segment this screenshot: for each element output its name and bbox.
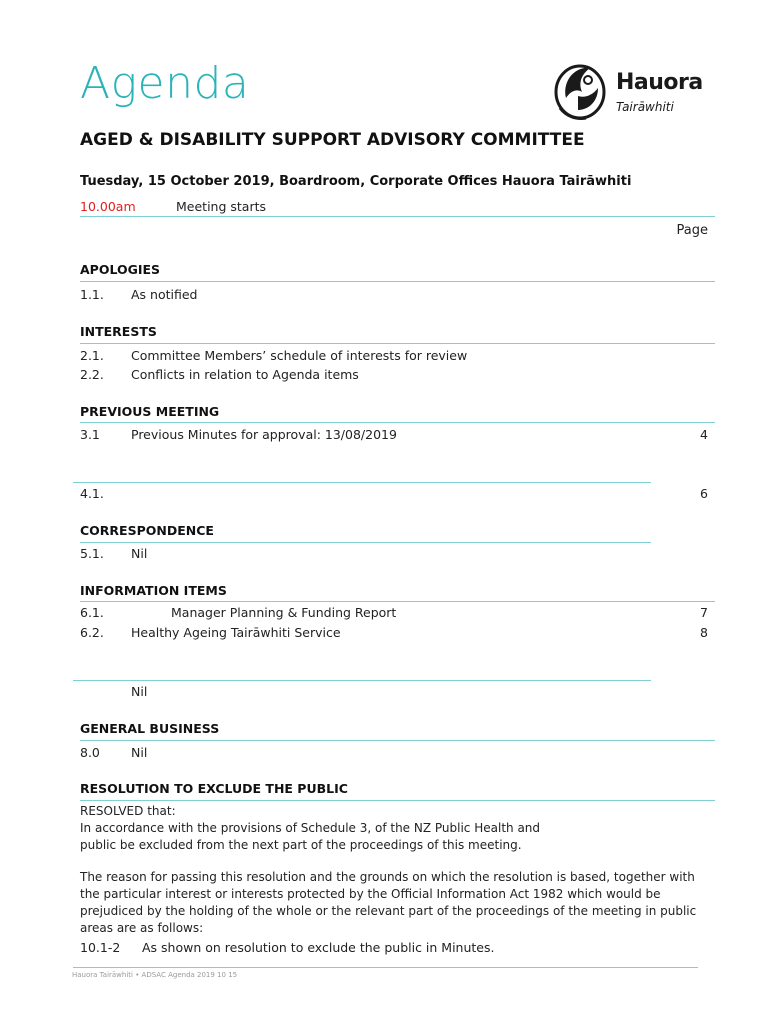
item-number: 6.1. [80,605,104,620]
logo-name: Hauora [616,70,703,95]
item-text: Conflicts in relation to Agenda items [131,367,359,382]
meeting-dateline: Tuesday, 15 October 2019, Boardroom, Corporate Offices Hauora Tairāwhiti [80,174,632,189]
section-title-apologies: APOLOGIES [80,262,161,277]
committee-name: AGED & DISABILITY SUPPORT ADVISORY COMMITTEE [80,130,585,150]
section-title-resolution: RESOLUTION TO EXCLUDE THE PUBLIC [80,781,348,796]
item-page: 7 [700,605,708,620]
resolution-text-line-2: public be excluded from the next part of the proceedings of this meeting. [80,838,522,852]
logo-subtitle: Tairāwhiti [616,100,674,114]
section-title-previous-meeting: PREVIOUS MEETING [80,404,220,419]
meeting-time: 10.00am [80,199,136,214]
divider [80,216,715,217]
item-page: 6 [700,486,708,501]
item-text: Nil [131,546,148,561]
item-text: Nil [131,684,148,699]
resolved-label: RESOLVED that: [80,804,176,818]
resolution-text-line-1: In accordance with the provisions of Schedule 3, of the NZ Public Health and [80,821,541,835]
item-text: Nil [131,745,148,760]
item-text: As shown on resolution to exclude the public in Minutes. [142,940,495,955]
divider [80,422,715,423]
meeting-time-description: Meeting starts [176,199,266,214]
item-number: 3.1 [80,427,100,442]
page-column-header: Page [676,223,708,238]
divider [80,740,715,741]
item-number: 10.1-2 [80,940,121,955]
koru-emblem-icon [552,58,610,122]
item-number: 5.1. [80,546,104,561]
divider [80,281,715,282]
divider [73,482,651,483]
item-number: 2.2. [80,367,104,382]
item-number: 2.1. [80,348,104,363]
page-footer: Hauora Tairāwhiti • ADSAC Agenda 2019 10 15 [72,971,238,979]
section-title-correspondence: CORRESPONDENCE [80,523,214,538]
divider [80,343,715,344]
page-title: Agenda [80,58,250,109]
item-number: 6.2. [80,625,104,640]
divider [73,680,651,681]
item-number: 8.0 [80,745,100,760]
item-number: 1.1. [80,287,104,302]
item-page: 8 [700,625,708,640]
item-page: 4 [700,427,708,442]
section-title-general-business: GENERAL BUSINESS [80,721,220,736]
item-number: 4.1. [80,486,104,501]
hauora-logo [552,58,712,122]
divider [80,800,715,801]
resolution-reason-paragraph: The reason for passing this resolution and the grounds on which the resolution is based, together with the particular interest or interests protected by the Official Information Act 1982 which would be prejudiced by the holding of the whole or the relevant part of the proceedings of the meeting in public areas are as follows: [80,870,697,935]
item-text: Healthy Ageing Tairāwhiti Service [131,625,341,640]
item-text: As notified [131,287,198,302]
item-text: Manager Planning & Funding Report [171,605,397,620]
divider [80,542,651,543]
item-text: Previous Minutes for approval: 13/08/2019 [131,427,397,442]
divider [73,967,698,968]
divider [80,601,715,602]
item-text: Committee Members’ schedule of interests for review [131,348,468,363]
section-title-interests: INTERESTS [80,324,157,339]
section-title-information-items: INFORMATION ITEMS [80,583,227,598]
